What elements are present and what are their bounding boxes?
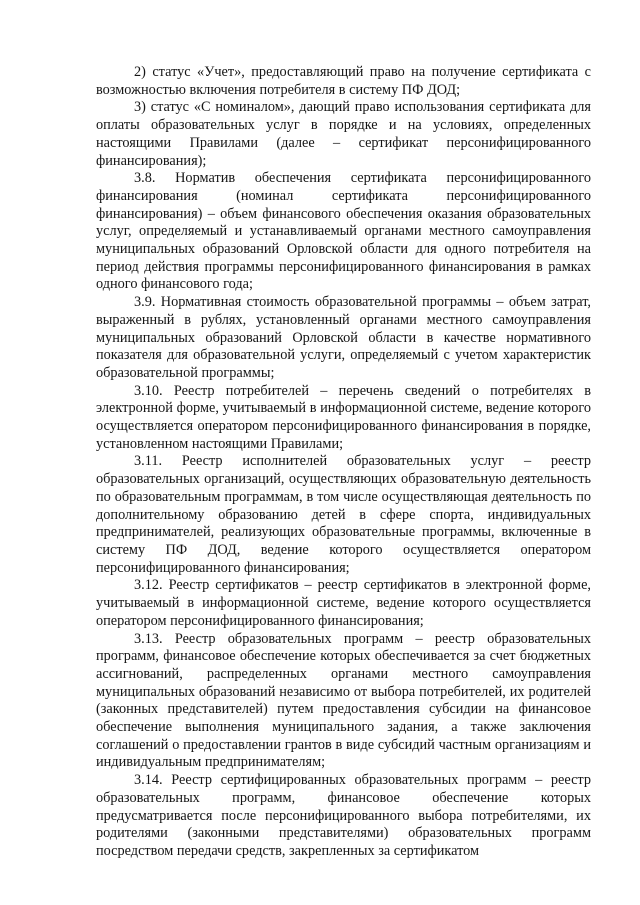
- document-body: [96, 64, 591, 861]
- paragraph-3-9-normativnaya-stoimost: 3.9. Нормативная стоимость образовательной программы – объем затрат, выраженный в рублях, установленный органами местного самоуправления муниципальных образований Орловской области в качестве нормативного показателя для образовательной услуги, определяемый с учетом характеристик образовательной программы;: [96, 294, 591, 381]
- paragraph-3-10-reestr-potrebiteley: 3.10. Реестр потребителей – перечень сведений о потребителях в электронной форме, учитываемый в информационной системе, ведение которого осуществляется оператором персонифицированного финансирования в порядке, установленном настоящими Правилами;: [96, 382, 591, 452]
- paragraph-3-13-reestr-programm: 3.13. Реестр образовательных программ – реестр образовательных программ, финансовое обеспечение которых обеспечивается за счет бюджетных ассигнований, распределенных органами местного самоуправления муниципальных образований независимо от выбора потребителей, их родителей (законных представителей) путем предоставления субсидии на финансовое обеспечение выполнения муниципального задания, а также заключения соглашений о предоставлении грантов в виде субсидий частным организациям и индивидуальным предпринимателям;: [96, 630, 591, 771]
- paragraph-3-12-reestr-sertifikatov: 3.12. Реестр сертификатов – реестр сертификатов в электронной форме, учитываемый в информационной системе, ведение которого осуществляется оператором персонифицированного финансирования;: [96, 577, 591, 629]
- paragraph-3-8-normativ: 3.8. Норматив обеспечения сертификата персонифицированного финансирования (номинал сертификата персонифицированного финансирования) – объем финансового обеспечения оказания образовательных услуг, определяемый и устанавливаемый органами местного самоуправления муниципальных образований Орловской области для одного потребителя на период действия программы персонифицированного финансирования в рамках одного финансового года;: [96, 170, 591, 293]
- paragraph-3-14-reestr-sertificirovannyh-programm: 3.14. Реестр сертифицированных образовательных программ – реестр образовательных программ, финансовое обеспечение которых предусматривается после персонифицированного выбора потребителями, их родителями (законными представителями) образовательных программ посредством передачи средств, закрепленных за сертификатом: [96, 772, 591, 859]
- paragraph-status-uchet: 2) статус «Учет», предоставляющий право на получение сертификата с возможностью включения потребителя в систему ПФ ДОД;: [96, 64, 591, 98]
- paragraph-3-11-reestr-ispolniteley: 3.11. Реестр исполнителей образовательных услуг – реестр образовательных организаций, осуществляющих образовательную деятельность по образовательным программам, в том числе осуществляющая деятельность по дополнительному образованию детей в сфере спорта, индивидуальных предпринимателей, реализующих образовательные программы, включенные в систему ПФ ДОД, ведение которого осуществляется оператором персонифицированного финансирования;: [96, 453, 591, 576]
- paragraph-status-s-nominalom: 3) статус «С номиналом», дающий право использования сертификата для оплаты образовательных услуг в порядке и на условиях, определенных настоящими Правилами (далее – сертификат персонифицированного финансирования);: [96, 99, 591, 169]
